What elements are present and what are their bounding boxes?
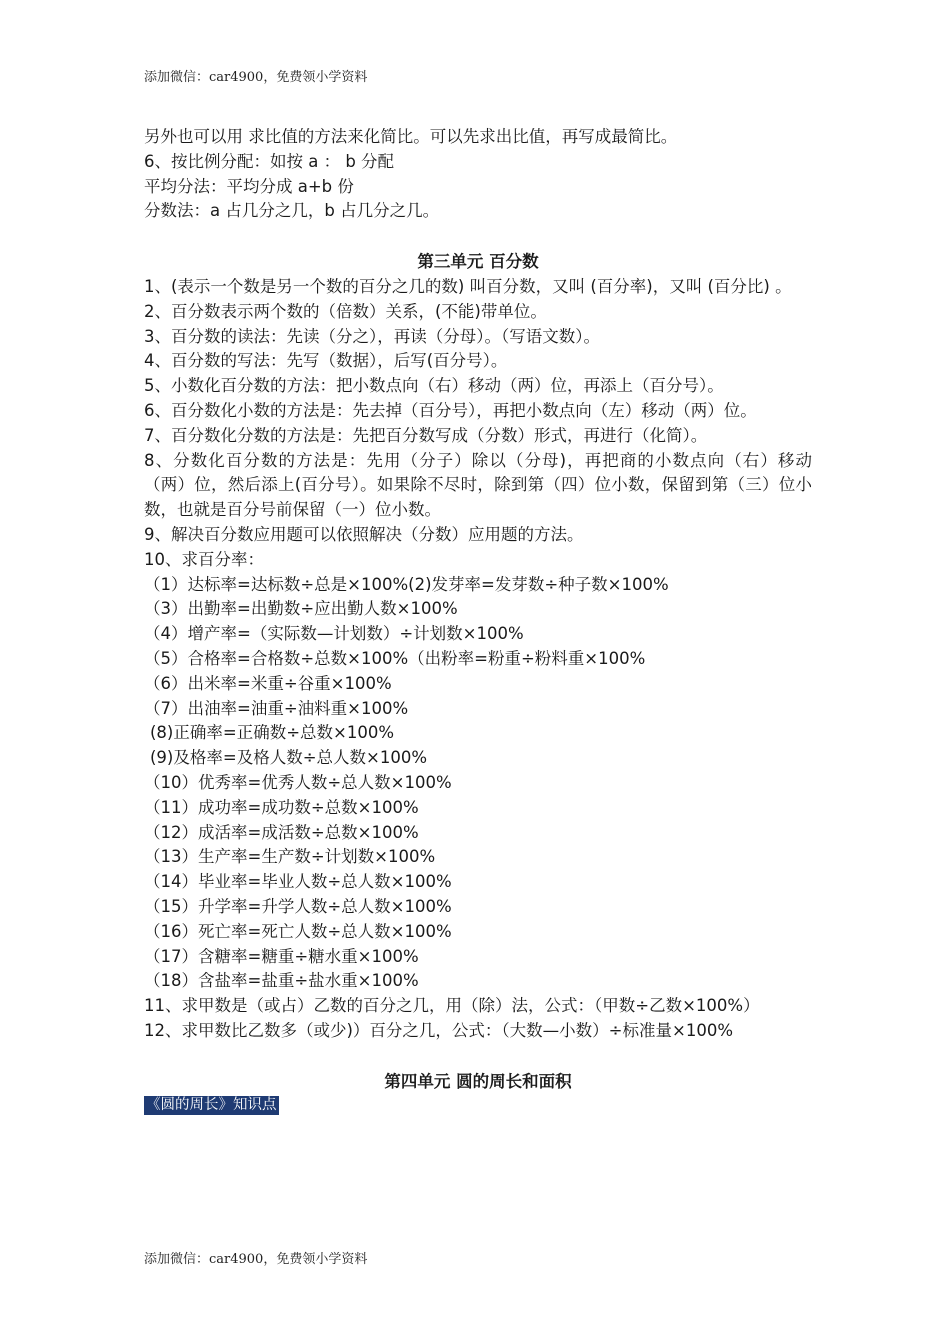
rate-formula: （5）合格率=合格数÷总数×100%（出粉率=粉重÷粉料重×100%: [144, 648, 646, 668]
rate-formula: （6）出米率=米重÷谷重×100%: [144, 673, 392, 693]
rate-formula: （4）增产率=（实际数—计划数）÷计划数×100%: [144, 624, 524, 644]
rate-formula: （17）含糖率=糖重÷糖水重×100%: [144, 946, 419, 966]
rate-formula: （13）生产率=生产数÷计划数×100%: [144, 847, 436, 867]
document-body: [144, 125, 812, 1115]
rate-formula: （12）成活率=成活数÷总数×100%: [144, 822, 419, 842]
unit3-item: 4、百分数的写法：先写（数据），后写(百分号）。: [144, 351, 508, 371]
intro-line: 平均分法：平均分成 a+b 份: [144, 176, 354, 196]
intro-line: 另外也可以用 求比值的方法来化简比。可以先求出比值，再写成最简比。: [144, 127, 678, 146]
unit3-item: 10、求百分率：: [144, 549, 264, 569]
intro-line: 6、按比例分配：如按 a ： b 分配: [144, 151, 395, 171]
rate-formula: （10）优秀率=优秀人数÷总人数×100%: [144, 772, 452, 792]
page-header: 添加微信：car4900，免费领小学资料: [144, 70, 368, 85]
unit3-item: 5、小数化百分数的方法：把小数点向（右）移动（两）位，再添上（百分号）。: [144, 376, 724, 396]
unit3-item: 6、百分数化小数的方法是：先去掉（百分号），再把小数点向（左）移动（两）位。: [144, 400, 757, 420]
rate-formula: (9)及格率=及格人数÷总人数×100%: [150, 748, 428, 768]
circle-perimeter-link[interactable]: 《圆的周长》知识点: [146, 1097, 277, 1114]
unit3-item: 1、(表示一个数是另一个数的百分之几的数) 叫百分数，又叫 (百分率)，又叫 (百分比) 。: [144, 276, 792, 296]
rate-formula: (8)正确率=正确数÷总数×100%: [150, 723, 395, 743]
unit3-item: 12、求甲数比乙数多（或少)）百分之几，公式：（大数—小数）÷标准量×100%: [144, 1020, 734, 1040]
intro-line: 分数法：a 占几分之几，b 占几分之几。: [144, 201, 440, 221]
unit4-link-row: [144, 1094, 812, 1115]
unit3-item: 11、求甲数是（或占）乙数的百分之几，用（除）法，公式：（甲数÷乙数×100%）: [144, 996, 760, 1016]
unit4-heading: 第四单元 圆的周长和面积: [384, 1071, 572, 1091]
unit3-item: 2、百分数表示两个数的（倍数）关系，(不能)带单位。: [144, 301, 547, 321]
unit3-item: 3、百分数的读法：先读（分之），再读（分母）。（写语文数）。: [144, 326, 600, 346]
rate-formula: （15）升学率=升学人数÷总人数×100%: [144, 896, 452, 916]
rate-formula: （7）出油率=油重÷油料重×100%: [144, 698, 409, 718]
rate-formula: （11）成功率=成功数÷总数×100%: [144, 797, 419, 817]
unit3-heading: 第三单元 百分数: [417, 252, 539, 272]
rate-formula: （3）出勤率=出勤数÷应出勤人数×100%: [144, 599, 458, 619]
rate-formula: （1）达标率=达标数÷总是×100%(2)发芽率=发芽数÷种子数×100%: [144, 574, 669, 594]
unit3-item: 9、解决百分数应用题可以依照解决（分数）应用题的方法。: [144, 524, 584, 544]
rate-formula: （18）含盐率=盐重÷盐水重×100%: [144, 971, 419, 991]
unit3-item: 8、分数化百分数的方法是：先用（分子）除以（分母)，再把商的小数点向（右）移动（两）位，然后添上(百分号）。如果除不尽时，除到第（四）位小数，保留到第（三）位小数，也就是百分号前保留（一）位小数。: [144, 450, 812, 520]
rate-formula: （16）死亡率=死亡人数÷总人数×100%: [144, 921, 452, 941]
page-footer: 添加微信：car4900，免费领小学资料: [144, 1252, 368, 1267]
unit3-item: 7、百分数化分数的方法是：先把百分数写成（分数）形式，再进行（化简）。: [144, 425, 708, 445]
rate-formula: （14）毕业率=毕业人数÷总人数×100%: [144, 872, 452, 892]
